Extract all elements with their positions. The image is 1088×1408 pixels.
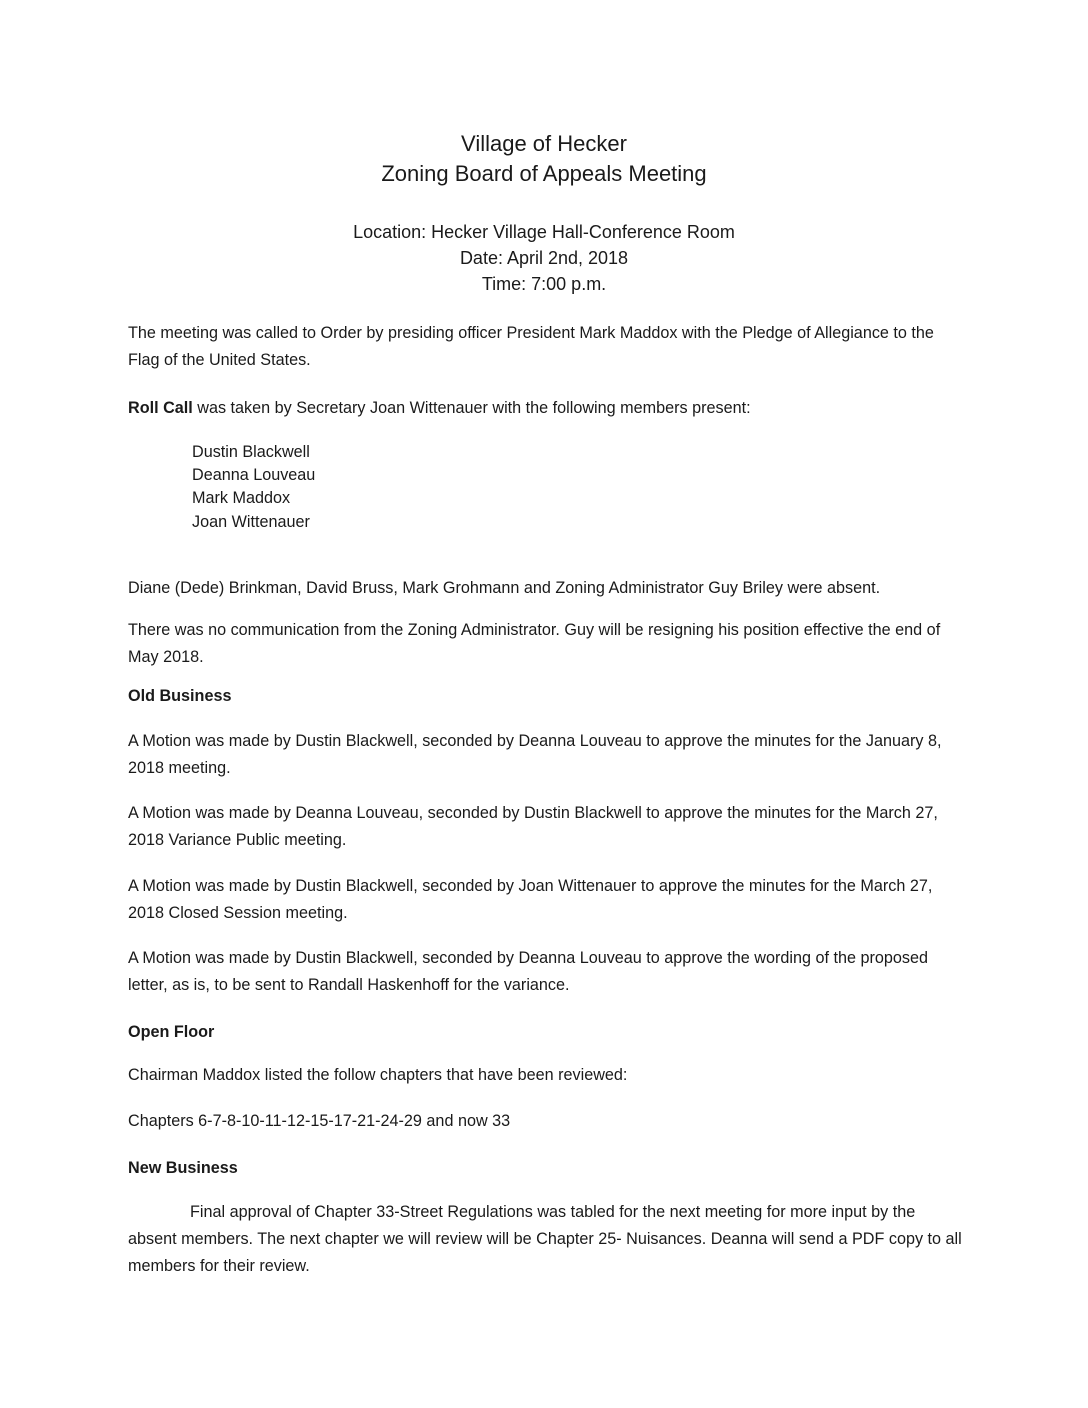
member-present: Dustin Blackwell: [192, 443, 310, 461]
open-floor-heading: Open Floor: [128, 1023, 215, 1041]
meeting-time: Time: 7:00 p.m.: [481, 274, 607, 294]
meeting-location: Location: Hecker Village Hall-Conference Room: [353, 222, 735, 242]
communication-paragraph: There was no communication from the Zoning Administrator. Guy will be resigning his position effective the end of May 2018.: [128, 621, 941, 666]
new-business-heading: New Business: [128, 1159, 238, 1177]
meeting-date: Date: April 2nd, 2018: [459, 248, 629, 268]
motion-paragraph: A Motion was made by Dustin Blackwell, seconded by Joan Wittenauer to approve the minutes for the March 27, 2018 Closed Session meeting.: [128, 877, 933, 922]
old-business-heading: Old Business: [128, 687, 232, 705]
motion-paragraph: A Motion was made by Dustin Blackwell, seconded by Deanna Louveau to approve the wording of the proposed letter, as is, to be sent to Randall Haskenhoff for the variance.: [128, 949, 928, 994]
chapters-intro-paragraph: Chairman Maddox listed the follow chapters that have been reviewed:: [128, 1066, 628, 1084]
absent-members-paragraph: Diane (Dede) Brinkman, David Bruss, Mark Grohmann and Zoning Administrator Guy Briley were absent.: [128, 579, 881, 597]
document-subtitle: Zoning Board of Appeals Meeting: [381, 161, 707, 186]
document-title: Village of Hecker: [461, 131, 627, 156]
new-business-paragraph: [128, 1199, 968, 1280]
member-present: Joan Wittenauer: [192, 513, 310, 531]
call-to-order-paragraph: The meeting was called to Order by presiding officer President Mark Maddox with the Pledge of Allegiance to the Flag of the United States.: [128, 324, 934, 369]
motion-paragraph: A Motion was made by Deanna Louveau, seconded by Dustin Blackwell to approve the minutes for the March 27, 2018 Variance Public meeting.: [128, 804, 938, 849]
member-present: Mark Maddox: [192, 489, 291, 507]
chapters-list-paragraph: Chapters 6-7-8-10-11-12-15-17-21-24-29 and now 33: [128, 1112, 511, 1130]
new-business-text: Final approval of Chapter 33-Street Regulations was tabled for the next meeting for more input by the absent members. The next chapter we will review will be Chapter 25- Nuisances. Deanna will send a PDF copy to all members for their review.: [128, 1203, 962, 1275]
member-present: Deanna Louveau: [192, 466, 316, 484]
motion-paragraph: A Motion was made by Dustin Blackwell, seconded by Deanna Louveau to approve the minutes for the January 8, 2018 meeting.: [128, 732, 942, 777]
roll-call-label: Roll Call: [128, 399, 193, 417]
roll-call-text: was taken by Secretary Joan Wittenauer with the following members present:: [192, 399, 751, 417]
roll-call-paragraph: [128, 395, 968, 422]
